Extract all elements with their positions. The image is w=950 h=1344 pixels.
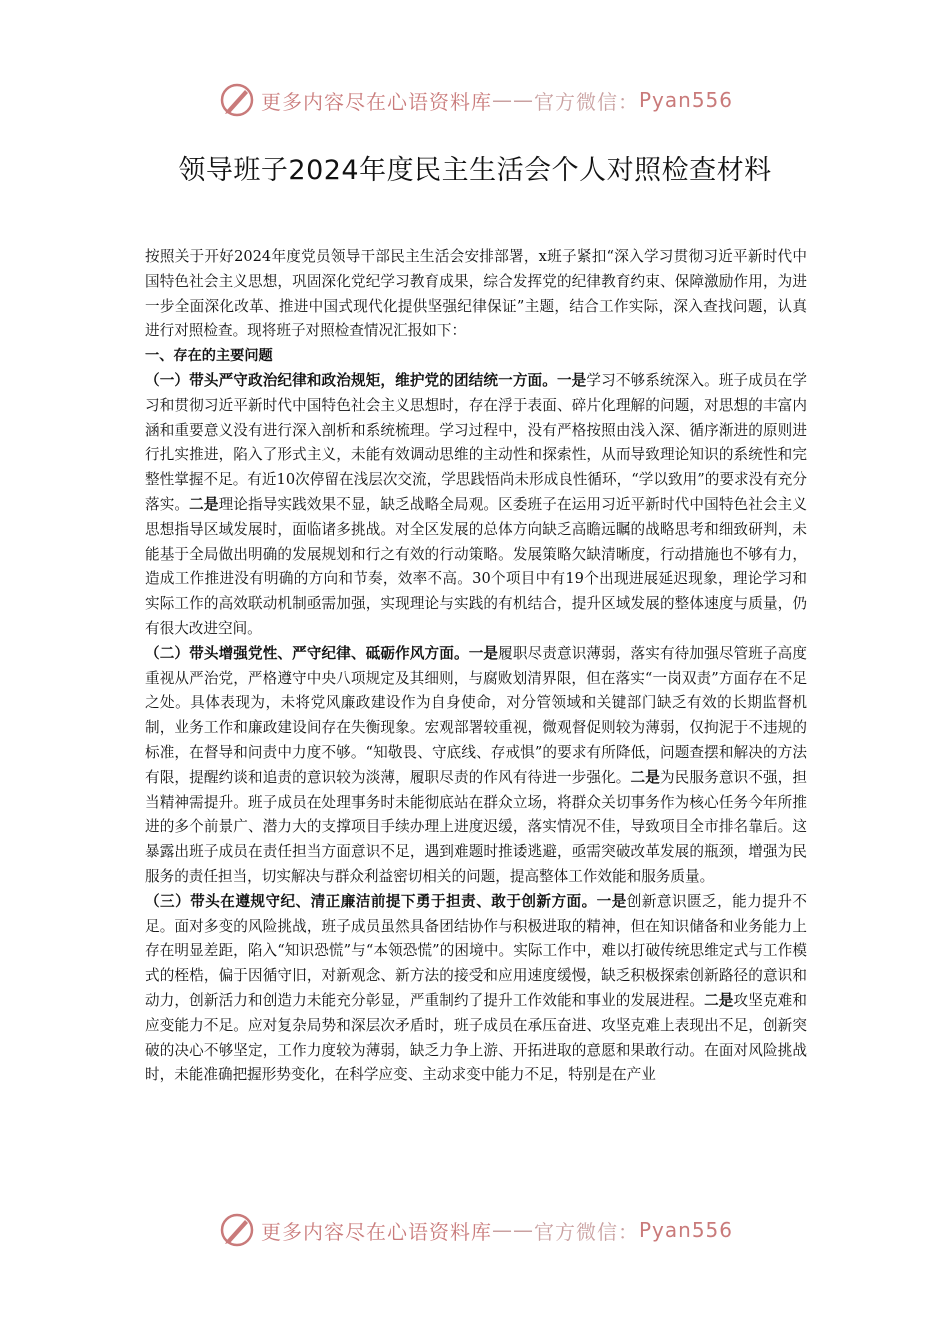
p3-heading: （三）带头在遵规守纪、清正廉洁前提下勇于担责、敢于创新方面。 <box>145 892 597 910</box>
paragraph-3 <box>145 890 807 1088</box>
pen-logo-icon <box>217 80 257 120</box>
p2-heading: （二）带头增强党性、严守纪律、砥砺作风方面。 <box>145 644 469 662</box>
banner-brand: 更多内容尽在心语资料库 <box>260 1219 492 1244</box>
p3-keyword-1: 一是 <box>596 892 627 910</box>
p3-text-1: 创新意识匮乏，能力提升不足。面对多变的风险挑战，班子成员虽然具备团结协作与积极进取的精神，但在知识储备和业务能力上存在明显差距，陷入“知识恐慌”与“本领恐慌”的困境中。实际工作中，难以打破传统思维定式与工作模式的桎梏，偏于因循守旧，对新观念、新方法的接受和应用速度缓慢，缺乏积极探索创新路径的意识和动力，创新活力和创造力未能充分彰显，严重制约了提升工作效能和事业的发展进程。 <box>145 892 807 1009</box>
pen-logo-icon <box>217 1210 257 1250</box>
p1-text-2: 理论指导实践效果不显，缺乏战略全局观。区委班子在运用习近平新时代中国特色社会主义思想指导区域发展时，面临诸多挑战。对全区发展的总体方向缺乏高瞻远瞩的战略思考和细致研判，未能基于全局做出明确的发展规划和行之有效的行动策略。发展策略欠缺清晰度，行动措施也不够有力，造成工作推进没有明确的方向和节奏，效率不高。30个项目中有19个出现进展延迟现象，理论学习和实际工作的高效联动机制亟需加强，实现理论与实践的有机结合，提升区域发展的整体速度与质量，仍有很大改进空间。 <box>145 495 807 637</box>
p2-text-2: 为民服务意识不强，担当精神需提升。班子成员在处理事务时未能彻底站在群众立场，将群众关切事务作为核心任务今年所推进的多个前景广、潜力大的支撑项目手续办理上进度迟缓，落实情况不佳，导致项目全市排名靠后。这暴露出班子成员在责任担当方面意识不足，遇到难题时推诿逃避，亟需突破改革发展的瓶颈，增强为民服务的责任担当，切实解决与群众利益密切相关的问题，提高整体工作效能和服务质量。 <box>145 768 807 885</box>
document-body <box>145 245 807 1088</box>
watermark-banner-bottom <box>0 1208 950 1252</box>
p2-keyword-2: 二是 <box>630 768 660 786</box>
banner-sub: 官方微信： <box>533 89 639 114</box>
p3-keyword-2: 二是 <box>704 991 734 1009</box>
banner-wechat: Pyan556 <box>638 1218 733 1242</box>
paragraph-2 <box>145 642 807 890</box>
banner-wechat: Pyan556 <box>638 88 733 112</box>
paragraph-1 <box>145 369 807 642</box>
banner-dash: —— <box>491 1218 534 1242</box>
banner-dash: —— <box>491 88 534 112</box>
section-heading-1: 一、存在的主要问题 <box>145 348 273 365</box>
banner-sub: 官方微信： <box>533 1219 639 1244</box>
p1-keyword-2: 二是 <box>189 495 219 513</box>
watermark-banner-top <box>0 78 950 122</box>
p3-text-2: 攻坚克难和应变能力不足。应对复杂局势和深层次矛盾时，班子成员在承压奋进、攻坚克难上表现出不足，创新突破的决心不够坚定，工作力度较为薄弱，缺乏力争上游、开拓进取的意愿和果敢行动。在面对风险挑战时，未能准确把握形势变化，在科学应变、主动求变中能力不足，特别是在产业 <box>145 991 807 1084</box>
intro-paragraph: 按照关于开好2024年度党员领导干部民主生活会安排部署，x班子紧扣“深入学习贯彻习近平新时代中国特色社会主义思想，巩固深化党纪学习教育成果，综合发挥党的纪律教育约束、保障激励作用，为进一步全面深化改革、推进中国式现代化提供坚强纪律保证”主题，结合工作实际，深入查找问题，认真进行对照检查。现将班子对照检查情况汇报如下： <box>145 248 807 340</box>
document-title: 领导班子2024年度民主生活会个人对照检查材料 <box>178 155 772 186</box>
banner-brand: 更多内容尽在心语资料库 <box>260 89 492 114</box>
p1-text-1: 学习不够系统深入。班子成员在学习和贯彻习近平新时代中国特色社会主义思想时，存在浮于表面、碎片化理解的问题，对思想的丰富内涵和重要意义没有进行深入剖析和系统梳理。学习过程中，没有严格按照由浅入深、循序渐进的原则进行扎实推进，陷入了形式主义，未能有效调动思维的主动性和探索性，从而导致理论知识的系统性和完整性掌握不足。有近10次停留在浅层次交流，学思践悟尚未形成良性循环，“学以致用”的要求没有充分落实。 <box>145 371 807 513</box>
p1-keyword-1: 一是 <box>556 371 587 389</box>
p2-keyword-1: 一是 <box>468 644 499 662</box>
p2-text-1: 履职尽责意识薄弱，落实有待加强尽管班子高度重视从严治党，严格遵守中央八项规定及其细则，与腐败划清界限，但在落实“一岗双责”方面存在不足之处。具体表现为，未将党风廉政建设作为自身使命，对分管领域和关键部门缺乏有效的长期监督机制，业务工作和廉政建设间存在失衡现象。宏观部署较重视，微观督促则较为薄弱，仅拘泥于不违规的标准，在督导和问责中力度不够。“知敬畏、守底线、存戒惧”的要求有所降低，问题查摆和解决的方法有限，提醒约谈和追责的意识较为淡薄，履职尽责的作风有待进一步强化。 <box>145 644 807 786</box>
p1-heading: （一）带头严守政治纪律和政治规矩，维护党的团结统一方面。 <box>145 371 557 389</box>
